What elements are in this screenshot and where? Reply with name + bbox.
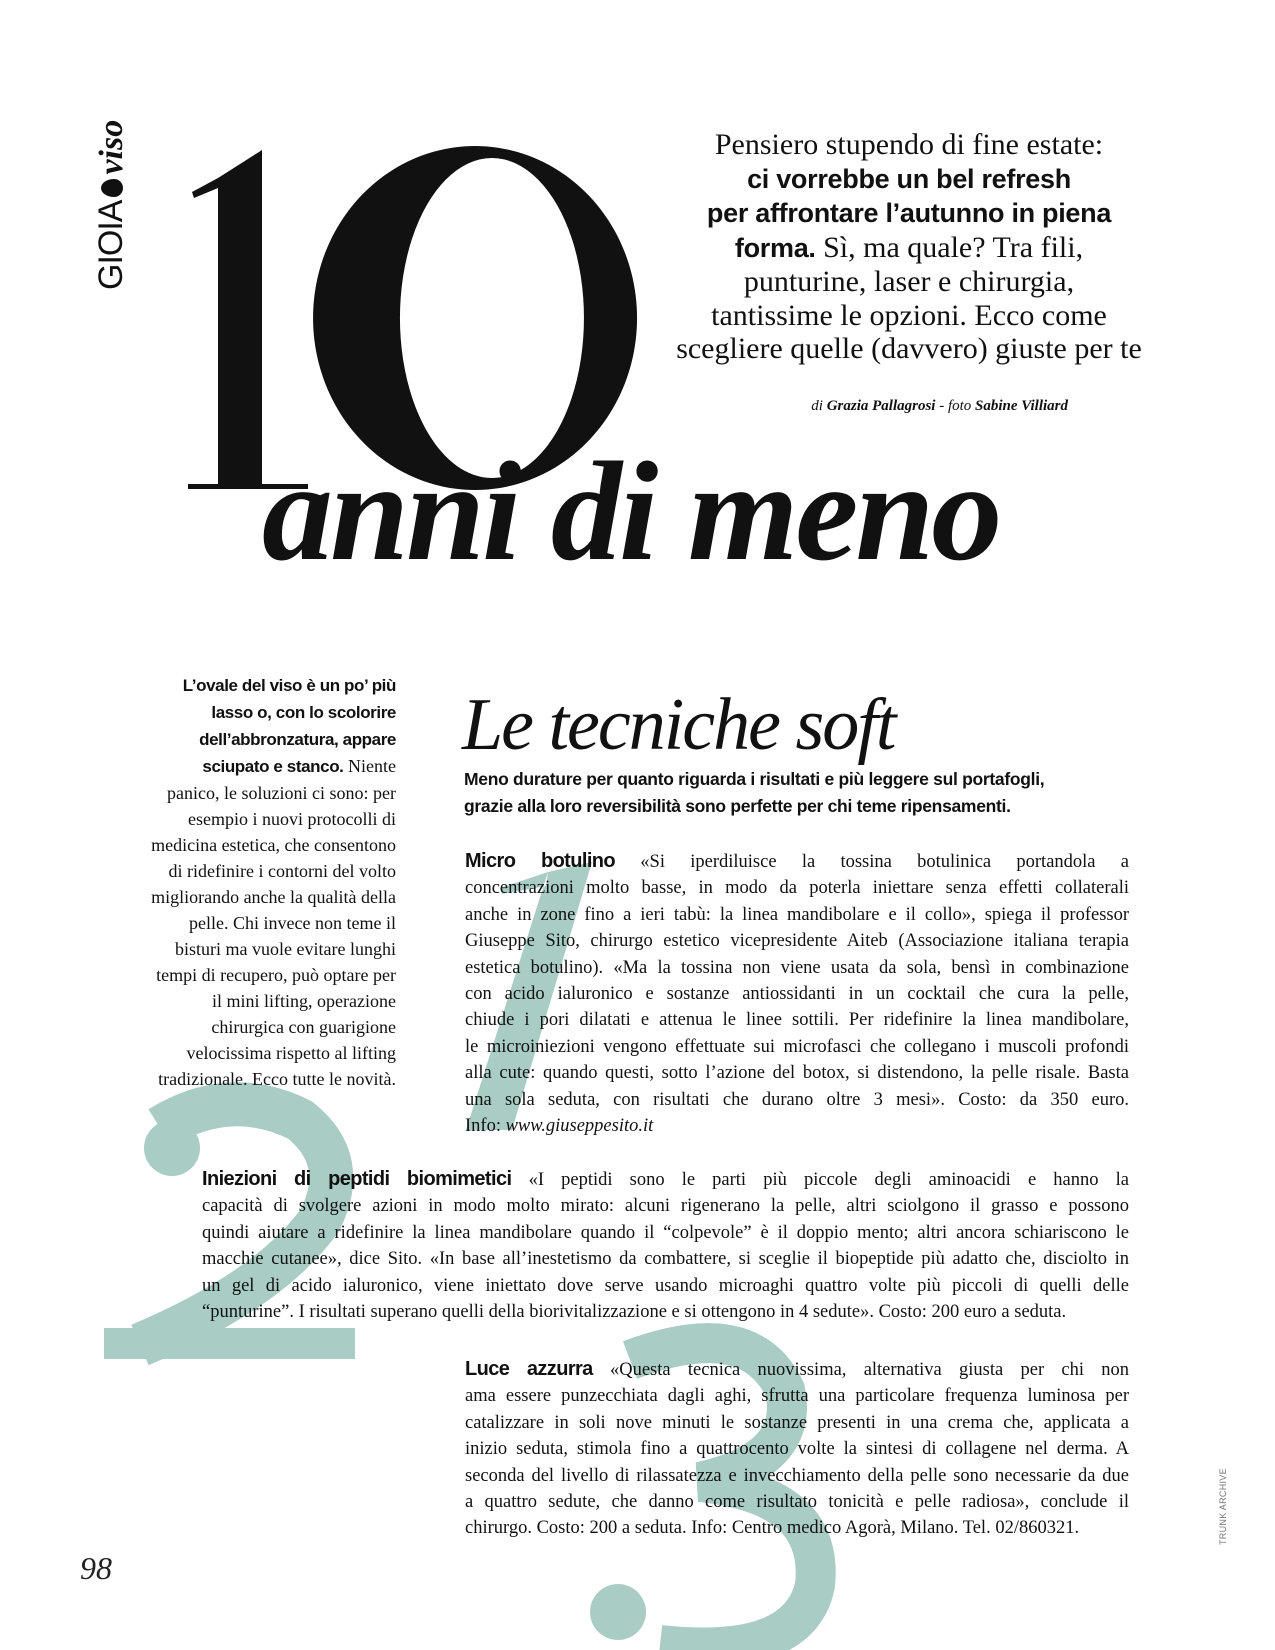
text-line: [112, 1040, 396, 1066]
text-line: [112, 726, 396, 753]
text-line: [650, 299, 1168, 333]
text-line: [465, 928, 1129, 954]
text-line: [465, 1060, 1129, 1086]
line-text: con acido ialuronico e sostanze antiossidanti in un cocktail che cura la pelle,: [465, 984, 1129, 1005]
text-line: [465, 1463, 1129, 1489]
byline: [811, 398, 1068, 415]
text-line: [112, 962, 396, 988]
line-text: esempio i nuovi protocolli di: [188, 809, 396, 829]
line-text: tempi di recupero, può optare per: [156, 965, 396, 985]
text-line: [465, 1113, 1129, 1139]
line-text: ama essere punzecchiata dagli aghi, sfrutta una particolare frequenza luminosa per: [465, 1386, 1129, 1407]
line-text: concentrazioni molto basse, in modo da poterla iniettare senza effetti collaterali: [465, 878, 1129, 899]
text-line: [650, 231, 1168, 266]
line-text: chiude i pori dilatati e attenua le linee sottili. Per ridefinire la linea mandibolare,: [465, 1010, 1129, 1031]
byline-sep: - foto: [935, 398, 976, 414]
line-text: chirurgica con guarigione: [211, 1017, 396, 1037]
text-line: [112, 699, 396, 726]
text-line: [650, 162, 1168, 197]
text-line: [465, 1489, 1129, 1515]
text-line: [465, 1007, 1129, 1033]
photo-credit: TRUNK ARCHIVE: [1218, 1468, 1228, 1545]
brand-logo: GIOIA: [92, 200, 130, 290]
line-text: medicina estetica, che consentono: [151, 835, 396, 855]
text-line: [112, 806, 396, 832]
treatment-peptidi: [202, 1166, 1129, 1325]
section-title: Le tecniche soft: [462, 684, 895, 766]
text-line: [650, 196, 1168, 231]
lead-in: forma.: [734, 232, 816, 263]
line-text: “punturine”. I risultati superano quelli della biorivitalizzazione e si ottengono in 4 sedute». Costo: 200 euro a seduta.: [202, 1302, 1067, 1323]
line-text: macchie cutanee», dice Sito. «In base all’inestetismo da combattere, si sceglie il biopeptide più adatto che, disciolto in: [202, 1249, 1129, 1270]
lead-in: Micro botulino: [465, 850, 616, 872]
line-text: Giuseppe Sito, chirurgo estetico vicepresidente Aiteb (Associazione italiana terapia: [465, 931, 1129, 952]
text-line: [465, 1515, 1129, 1541]
section-subtitle: [464, 766, 1044, 820]
text-line: [202, 1193, 1129, 1219]
line-text: a quattro sedute, che danno come risultato tonicità e pelle radiosa», conclude il: [465, 1492, 1129, 1513]
section-brand: [92, 105, 138, 290]
section-label: viso: [92, 119, 130, 175]
treatment-micro-botulino: [465, 848, 1129, 1139]
line-text: Pensiero stupendo di fine estate:: [714, 128, 1104, 161]
line-text: «Si iperdiluisce la tossina botulinica portandola a: [615, 852, 1129, 872]
text-line: [112, 780, 396, 806]
deck: [650, 128, 1168, 366]
line-text: «Questa tecnica nuovissima, alternativa giusta per chi non: [592, 1360, 1129, 1380]
text-line: [465, 1410, 1129, 1436]
text-line: [465, 1356, 1129, 1383]
line-text: inizio seduta, stimola fino a quattrocento volte la sintesi di collagene nel derma. A: [465, 1439, 1129, 1460]
lead-in: Luce azzurra: [465, 1358, 593, 1380]
line-text: capacità di svolgere azioni in modo molto mirato: alcuni rigenerano la pelle, altri sciolgono il grasso e possono: [202, 1196, 1129, 1217]
lead-in: ci vorrebbe un bel refresh: [747, 163, 1071, 194]
treatment-luce-azzurra: [465, 1356, 1129, 1542]
text-line: [465, 902, 1129, 928]
text-line: [202, 1220, 1129, 1246]
text-line: [112, 672, 396, 699]
line-text: Meno durature per quanto riguarda i risultati e più leggere sul portafogli,: [464, 769, 1045, 789]
page-number: 98: [80, 1550, 112, 1586]
text-line: [465, 1436, 1129, 1462]
line-text: anche in zone fino a ieri tabù: la linea mandibolare e il collo», spiega il professor: [465, 904, 1129, 925]
text-line: [112, 936, 396, 962]
line-text: il mini lifting, operazione: [212, 991, 396, 1011]
byline-author: Grazia Pallagrosi: [826, 398, 936, 414]
line-text: chirurgo. Costo: 200 a seduta. Info: Centro medico Agorà, Milano. Tel. 02/860321.: [465, 1518, 1080, 1539]
text-line: [202, 1273, 1129, 1299]
text-line: [464, 766, 1044, 793]
intro-column: [112, 672, 396, 1092]
lead-in: lasso o, con lo scolorire: [211, 703, 396, 722]
text-line: [650, 332, 1168, 366]
text-line: [650, 128, 1168, 162]
headline-title: anni di meno: [262, 432, 1000, 590]
line-text: migliorando anche la qualità della: [151, 887, 396, 907]
text-line: [465, 848, 1129, 875]
text-line: [112, 910, 396, 936]
lead-in: per affrontare l’autunno in piena: [706, 198, 1112, 228]
line-text: «I peptidi sono le parti più piccole degli aminoacidi e hanno la: [511, 1170, 1129, 1190]
line-text: bisturi ma vuole evitare lunghi: [175, 939, 396, 959]
line-text: panico, le soluzioni ci sono: per: [167, 783, 396, 803]
line-text: grazie alla loro reversibilità sono perfette per chi teme ripensamenti.: [464, 796, 1011, 816]
text-line: [112, 832, 396, 858]
byline-prefix: di: [811, 398, 827, 414]
text-line: [202, 1166, 1129, 1193]
text-line: [650, 265, 1168, 299]
text-line: [465, 1383, 1129, 1409]
lead-in: Iniezioni di peptidi biomimetici: [202, 1168, 512, 1190]
text-line: [465, 1034, 1129, 1060]
lead-in: dell’abbronzatura, appare: [199, 730, 396, 749]
drop-icon: [101, 179, 123, 197]
line-text: quindi aiutare a ridefinire la linea mandibolare quando il “colpevole” è il doppio mento; altri ancora schiariscono le: [202, 1222, 1129, 1243]
line-text: alla cute: quando questi, sotto l’azione del botox, si distendono, la pelle risale. Basta: [465, 1063, 1129, 1084]
numeral-one-black: [192, 150, 262, 486]
text-line: [465, 981, 1129, 1007]
line-text: punturine, laser e chirurgia,: [743, 265, 1075, 298]
line-text: estetica botulino). «Ma la tossina non viene usata da sola, bensì in combinazione: [465, 957, 1129, 978]
link-text[interactable]: www.giuseppesito.it: [505, 1116, 654, 1137]
line-text: Niente: [343, 756, 396, 776]
line-text: tradizionale. Ecco tutte le novità.: [158, 1069, 396, 1089]
text-line: [465, 955, 1129, 981]
line-text: un gel di acido ialuronico, viene iniettato dove serve usando microaghi quattro volte più piccoli di quelli delle: [202, 1275, 1129, 1296]
text-line: [112, 1066, 396, 1092]
line-text: scegliere quelle (davvero) giuste per te: [676, 332, 1142, 365]
text-line: [202, 1246, 1129, 1272]
line-text: Info:: [465, 1116, 506, 1137]
line-text: seconda del livello di rilassatezza e invecchiamento della pelle sono necessarie da due: [465, 1465, 1129, 1486]
text-line: [112, 858, 396, 884]
lead-in: sciupato e stanco.: [202, 757, 344, 776]
line-text: di ridefinire i contorni del volto: [168, 861, 396, 881]
text-line: [112, 753, 396, 780]
text-line: [465, 1087, 1129, 1113]
line-text: Sì, ma quale? Tra fili,: [815, 230, 1084, 264]
line-text: pelle. Chi invece non teme il: [189, 913, 396, 933]
line-text: tantissime le opzioni. Ecco come: [711, 298, 1107, 332]
lead-in: L’ovale del viso è un po’ più: [182, 676, 396, 695]
line-text: le microiniezioni vengono effettuate sui microfasci che collegano i muscoli profondi: [465, 1036, 1129, 1057]
text-line: [464, 793, 1044, 820]
line-text: catalizzare in soli nove minuti le sostanze presenti in una crema che, applicata a: [465, 1412, 1129, 1433]
text-line: [112, 1014, 396, 1040]
text-line: [202, 1299, 1129, 1325]
line-text: velocissima rispetto al lifting: [186, 1043, 396, 1063]
text-line: [465, 875, 1129, 901]
text-line: [112, 988, 396, 1014]
byline-photographer: Sabine Villiard: [975, 398, 1068, 414]
text-line: [112, 884, 396, 910]
line-text: una sola seduta, con risultati che durano oltre 3 mesi». Costo: da 350 euro.: [465, 1089, 1129, 1110]
